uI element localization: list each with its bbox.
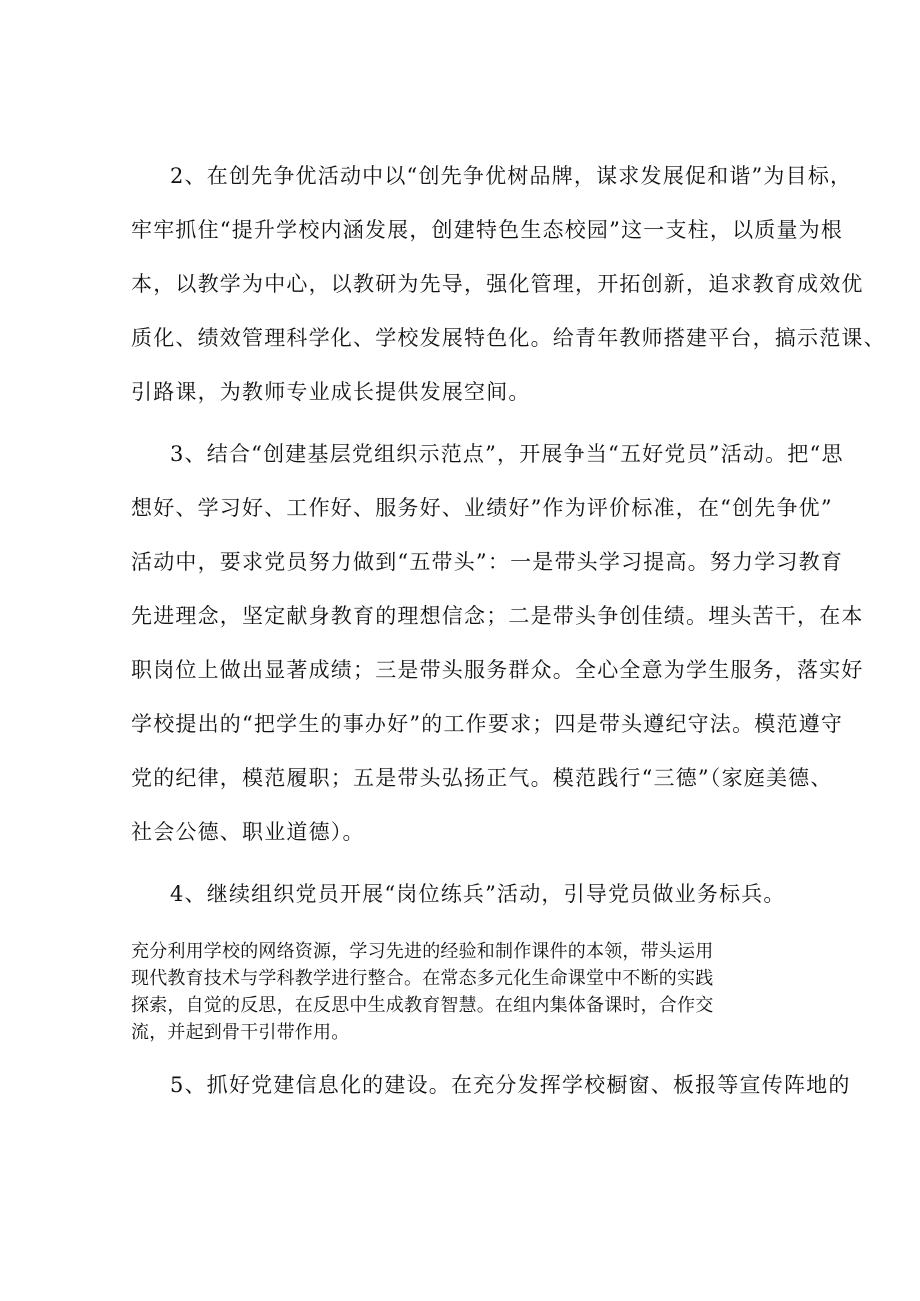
paragraph-line: 引路课，为教师专业成长提供发展空间。 (131, 380, 531, 404)
paragraph-line: 5、抓好党建信息化的建设。在充分发挥学校橱窗、板报等宣传阵地的 (170, 1073, 851, 1097)
paragraph-line: 牢牢抓住“提升学校内涵发展，创建特色生态校园”这一支柱，以质量为根 (131, 218, 844, 242)
paragraph-line: 4、继续组织党员开展“岗位练兵”活动，引导党员做业务标兵。 (170, 882, 786, 906)
paragraph-line: 本，以教学为中心，以教研为先导，强化管理，开拓创新，追求教育成效优 (131, 272, 864, 296)
paragraph-line: 流，并起到骨干引带作用。 (131, 1022, 350, 1043)
paragraph-line: 想好、学习好、工作好、服务好、业绩好”作为评价标准，在“创先争优” (131, 496, 833, 520)
paragraph-line: 3、结合“创建基层党组织示范点”，开展争当“五好党员”活动。把“思 (170, 442, 844, 466)
paragraph-line: 先进理念，坚定献身教育的理想信念；二是带头争创佳绩。埋头苦干，在本 (131, 604, 864, 628)
paragraph-line: 活动中，要求党员努力做到“五带头”：一是带头学习提高。努力学习教育 (131, 550, 844, 574)
paragraph-line: 现代教育技术与学科教学进行整合。在常态多元化生命课堂中不断的实践 (131, 968, 714, 989)
paragraph-line: 社会公德、职业道德）。 (131, 820, 365, 844)
paragraph-line: 党的纪律，模范履职；五是带头弘扬正气。模范践行“三德”（家庭美德、 (131, 766, 833, 790)
paragraph-line: 2、在创先争优活动中以“创先争优树品牌，谋求发展促和谐”为目标， (170, 164, 853, 188)
paragraph-line: 职岗位上做出显著成绩；三是带头服务群众。全心全意为学生服务，落实好 (131, 658, 864, 682)
paragraph-line: 质化、绩效管理科学化、学校发展特色化。给青年教师搭建平台，搞示范课、 (131, 326, 886, 350)
paragraph-line: 充分利用学校的网络资源，学习先进的经验和制作课件的本领，带头运用 (131, 941, 714, 962)
paragraph-line: 探索，自觉的反思，在反思中生成教育智慧。在组内集体备课时，合作交 (131, 995, 714, 1016)
paragraph-line: 学校提出的“把学生的事办好”的工作要求；四是带头遵纪守法。模范遵守 (131, 712, 844, 736)
